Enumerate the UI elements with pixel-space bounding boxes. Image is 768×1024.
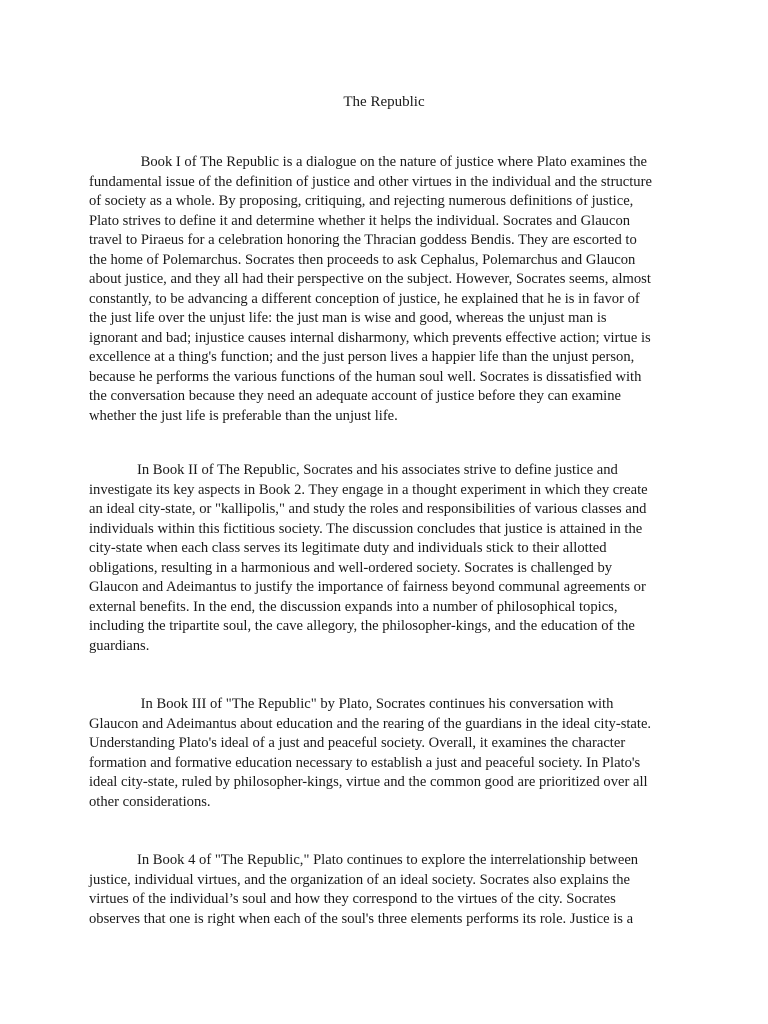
paragraph-line: travel to Piraeus for a celebration honoring the Thracian goddess Bendis. They are escorted to: [89, 232, 637, 248]
paragraph-book-4: [89, 851, 672, 929]
paragraph-line: other considerations.: [89, 793, 211, 810]
paragraph-line: of society as a whole. By proposing, critiquing, and rejecting numerous definitions of justice,: [89, 193, 634, 209]
paragraph-line: including the tripartite soul, the cave allegory, the philosopher-kings, and the education of the: [89, 618, 635, 634]
paragraph-line: about justice, and they all had their perspective on the subject. However, Socrates seems, almost: [89, 271, 651, 287]
paragraph-book-2: [89, 461, 672, 656]
paragraph-line: formation and formative education necessary to establish a just and peaceful society. In Plato's: [89, 754, 641, 771]
paragraph-line: Glaucon and Adeimantus about education and the rearing of the guardians in the ideal city-state.: [89, 715, 652, 732]
paragraph-line: virtues of the individual’s soul and how they correspond to the virtues of the city. Socrates: [89, 891, 616, 907]
paragraph-line: Plato strives to define it and determine whether it helps the individual. Socrates and Glaucon: [89, 212, 631, 229]
paragraph-line: justice, individual virtues, and the organization of an ideal society. Socrates also explains the: [89, 871, 631, 888]
paragraph-line: ideal city-state, ruled by philosopher-kings, virtue and the common good are prioritized over all: [89, 774, 648, 790]
paragraph-line: constantly, to be advancing a different conception of justice, he explained that he is in favor of: [89, 290, 640, 307]
paragraph-line: In Book II of The Republic, Socrates and his associates strive to define justice and: [137, 462, 618, 478]
paragraph-line: In Book III of "The Republic" by Plato, Socrates continues his conversation with: [137, 696, 614, 712]
paragraph-line: In Book 4 of "The Republic," Plato continues to explore the interrelationship between: [137, 852, 639, 868]
paragraph-line: guardians.: [89, 637, 150, 654]
paragraph-line: the just life over the unjust life: the just man is wise and good, whereas the unjust man is: [89, 310, 607, 326]
paragraph-line: ignorant and bad; injustice causes internal disharmony, which prevents effective action; virtue is: [89, 329, 651, 346]
paragraph-line: Book I of The Republic is a dialogue on the nature of justice where Plato examines the: [137, 154, 647, 170]
paragraph-line: obligations, resulting in a harmonious and well-ordered society. Socrates is challenged by: [89, 559, 613, 576]
paragraph-line: fundamental issue of the definition of justice and other virtues in the individual and the structure: [89, 173, 652, 190]
paragraph-line: because he performs the various functions of the human soul well. Socrates is dissatisfied with: [89, 368, 642, 385]
paragraph-line: Glaucon and Adeimantus to justify the importance of fairness beyond communal agreements or: [89, 579, 646, 595]
paragraph-line: investigate its key aspects in Book 2. They engage in a thought experiment in which they create: [89, 481, 648, 498]
paragraph-line: individuals within this fictitious society. The discussion concludes that justice is attained in the: [89, 520, 643, 537]
paragraph-line: the home of Polemarchus. Socrates then proceeds to ask Cephalus, Polemarchus and Glaucon: [89, 251, 636, 268]
paragraph-book-1: [89, 153, 672, 426]
paragraph-line: excellence at a thing's function; and the just person lives a happier life than the unjust person,: [89, 349, 635, 365]
paragraph-line: whether the just life is preferable than the unjust life.: [89, 407, 398, 424]
paragraph-book-3: [89, 695, 672, 812]
paragraph-line: city-state when each class serves its legitimate duty and individuals stick to their allotted: [89, 540, 607, 556]
paragraph-line: the conversation because they need an adequate account of justice before they can examine: [89, 388, 622, 404]
paragraph-line: an ideal city-state, or "kallipolis," and study the roles and responsibilities of various classes and: [89, 501, 647, 517]
paragraph-line: Understanding Plato's ideal of a just and peaceful society. Overall, it examines the character: [89, 735, 626, 751]
paragraph-line: observes that one is right when each of the soul's three elements performs its role. Justice is a: [89, 910, 634, 927]
document-title: The Republic: [343, 94, 425, 110]
paragraph-line: external benefits. In the end, the discussion expands into a number of philosophical topics,: [89, 598, 618, 615]
